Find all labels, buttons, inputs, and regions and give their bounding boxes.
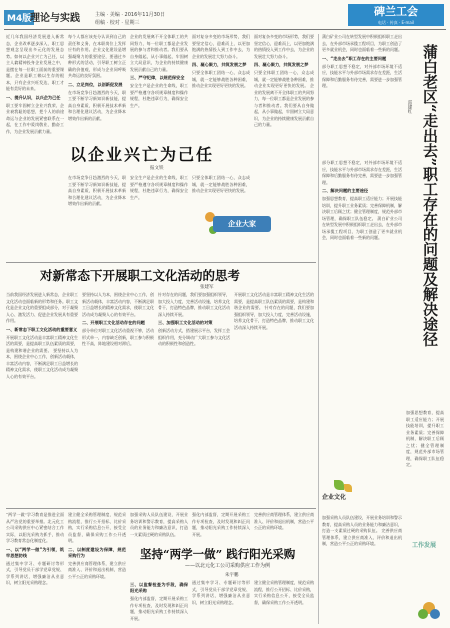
article2-col1-text: 当前我国经济发展进入新常态，企业职工文化活动也面临新的形势和任务。职工文化是企业文化的重要组成部分，对于凝聚人心、激发活力、促进企业发展具有重要作用。 (6, 292, 78, 323)
article2-col1-subhead: 一、新常态下职工文化活动的重要意义 (6, 326, 78, 332)
article3-col2-text-b: 完善供应商管理体系，建立供应商准入、评价和退出机制，营造公平公正的采购环境。 (68, 560, 126, 579)
article3-col4-top (192, 512, 250, 546)
article3-col1-text-b: 通过集中学习、专题研讨等形式，引导党员干部学党章党规、学系列讲话，增强廉洁从业意识，树立阳光采购理念。 (6, 560, 64, 585)
article2-byline: 张建军 (200, 285, 214, 290)
article3-col5-top (254, 512, 314, 546)
article-divider-2 (6, 508, 316, 509)
article3-col3-subhead: 三、以监督检查为手段，确保阳光采购 (130, 582, 188, 593)
article1-col1-text-b: 职工要牢固树立企业兴我荣、企业衰我耻的思想，把个人的前途命运与企业的发展紧密联系在一起，在工作中爱岗敬业，勤奋工作，为企业发展贡献力量。 (6, 102, 64, 134)
article3-col5-text-b: 建立健全采购管理制度，规范采购流程，推行公开招标、比价采购，实行采购信息公开，接受全员监督，确保采购工作公开透明。 (254, 580, 314, 605)
article2-col2-text: 要坚持以人为本，围绕企业中心工作，创新活动载体，丰富活动内容，不断满足职工日益增长的精神文化需求，使职工文化活动成为凝聚人心的有效平台。 (82, 292, 154, 317)
masthead-contact: 电话 · 传真 · E-mail (348, 20, 444, 26)
flower-icon (414, 596, 444, 624)
article3-col3-text-b: 强化内部监督，定期开展采购工作专项检查，及时发现和纠正问题，推动阳光采购工作持续深入开展。 (130, 596, 188, 621)
side-article-mid-text: 部分职工思想不稳定，对外部市场环境不适应，技能水平与外部市场需求存在差距，生活保障和后勤服务有待完善，需要进一步加强管理。 (322, 160, 402, 185)
article1-col2-lower (68, 175, 126, 255)
article1-col2-text-b: 在市场竞争日趋激烈的今天，职工要不断学习新知识新技能，提高自身素质，积极开展技术革新和合理化建议活动，为企业降本增效作出新的贡献。 (68, 89, 126, 121)
article3-col1 (6, 512, 64, 624)
article3-col3-bottom (130, 580, 188, 624)
side-article-col-top (322, 34, 402, 154)
article1-col3-subhead: 三、严守纪律，以规范保安全 (130, 75, 185, 80)
article2-col1-text-b: 开展职工文化活动是丰富职工精神文化生活的需要，是提高职工队伍素质的需要，是构建和谐企业的需要。 (6, 334, 78, 353)
article1-col3-lower (130, 175, 188, 255)
side-article-text-b: 部分职工思想不稳定，对外部市场环境不适应，技能水平与外部市场需求存在差距，生活保障和后勤服务有待完善，需要进一步加强管理。 (322, 63, 402, 88)
article1-col5-text-b: 只要全体职工团结一心，众志成城，就一定能够战胜各种困难，推动企业实现更好更快的发展。 (254, 70, 314, 88)
article1-col4-lower (192, 175, 250, 205)
side-article-col-right (406, 410, 444, 530)
article1-col1-subhead: 一、提升认识，以兴企为己任 (6, 94, 61, 100)
article1-col1 (6, 34, 64, 254)
article2-col3 (158, 292, 230, 502)
article1-col4-lower-text: 只要全体职工团结一心，众志成城，就一定能够战胜各种困难，推动企业实现更好更快的发展。 (192, 175, 250, 193)
article3-col2 (68, 512, 126, 624)
side-article-right-text: 加强思想教育，提高职工适应能力；开展技能培训，提升职工业务素质；完善保障机制，解决职工后顾之忧；健全管理制度，规范外部市场管理，确保职工队伍稳定。 (406, 410, 444, 467)
side-article-col-mid (322, 160, 402, 410)
article1-byline: 报文铁 (150, 166, 164, 171)
article2-col4-text-b: 针对存在的问题，我们要加强组织领导，加大投入力度，完善活动设施，培养文化骨干，打造特色品牌，推动职工文化活动深入持续开展。 (234, 305, 314, 330)
article1-col2-subhead: 二、立足岗位，以创新促发展 (68, 81, 123, 87)
article2-col2 (82, 292, 154, 502)
article1-col5-text-c: 企业的发展离不开全体职工的共同努力，每一位职工都是企业发展的参与者和推动者。我们要从自身做起，从小事做起，牢固树立大局意识，为企业的持续健康发展贡献自己的力量。 (254, 83, 314, 127)
article2-col1-text-c: 要坚持以人为本，围绕企业中心工作，创新活动载体，丰富活动内容，不断满足职工日益增长的精神文化需求，使职工文化活动成为凝聚人心的有效平台。 (6, 347, 78, 379)
header-meta-1: 主编 · 美编 · 2016年11月30日 (95, 12, 165, 18)
side-article-byline: 雷建红 (407, 100, 412, 114)
article3-col5-bottom (254, 580, 314, 624)
article1-title: 以企业兴亡为己任 (70, 145, 215, 164)
article1-col4-text: 面对复杂多变的市场形势，我们要坚定信心，迎难而上，以更加饱满的热情投入到工作中去，为企业的发展壮大努力奋斗。 (192, 34, 250, 59)
article1-col5 (254, 34, 314, 259)
side-article-title: 蒲白老区“走出去”职工存在的问题及解决途径 (421, 44, 439, 347)
article3-col4-text-b: 通过集中学习、专题研讨等形式，引导党员干部学党章党规、学系列讲话，增强廉洁从业意识，树立阳光采购理念。 (192, 580, 250, 605)
culture-badge (320, 480, 360, 510)
article2-col4-text: 开展职工文化活动是丰富职工精神文化生活的需要，是提高职工队伍素质的需要，是构建和谐企业的需要。 (234, 292, 314, 310)
side-article-subhead: 一、“走出去”职工存在的主要问题 (322, 55, 387, 61)
column-divider-right (318, 34, 319, 624)
article2-col3-text: 针对存在的问题，我们要加强组织领导，加大投入力度，完善活动设施，培养文化骨干，打造特色品牌，推动职工文化活动深入持续开展。 (158, 292, 230, 317)
section-title: 理论与实践 (30, 13, 80, 24)
side-col-bottom-left (322, 515, 402, 625)
page-number: M4版 (4, 10, 34, 25)
article1-col4 (192, 34, 250, 134)
article1-col1-text: 近几年我国经济发展进入新常态，企业改革逐步深入，职工思想观念呈现出多元化的发展态势。如何以企业兴亡为己任，以主人翁精神投身企业发展之中，是摆在每一位职工面前的重要课题。企业是职工赖以生存的根本，只有企业兴旺发达，职工才能有美好的未来。 (6, 34, 64, 91)
side-article-subhead-2: 二、解决问题的主要途径 (322, 188, 369, 193)
side-article-text: 蒲白矿业公司在转型发展中积极组织职工走出去，在外部市场承揽工程项目，为职工创造了更多就业机会，同时也面临着一些新的问题。 (322, 34, 402, 52)
article3-col2-text: 建立健全采购管理制度，规范采购流程，推行公开招标、比价采购，实行采购信息公开，接受全员监督，确保采购工作公开透明。 (68, 512, 126, 543)
article1-col3-text-b: 安全生产是企业的生命线，职工要严格遵守各项规章制度和操作规程，杜绝违章行为，确保安全生产。 (130, 83, 188, 108)
leaf-icon (334, 480, 344, 490)
article1-col5-text: 面对复杂多变的市场形势，我们要坚定信心，迎难而上，以更加饱满的热情投入到工作中去，为企业的发展壮大努力奋斗。 (254, 34, 314, 59)
article1-col2-lower-text: 在市场竞争日趋激烈的今天，职工要不断学习新知识新技能，提高自身素质，积极开展技术革新和合理化建议活动，为企业降本增效作出新的贡献。 (68, 175, 126, 206)
article3-title: 坚持“两学一做” 践行阳光采购 (140, 547, 296, 561)
side-col-bottom-left-text: 加强采购人员队伍建设，开展业务培训和警示教育，提高采购人员的业务能力和廉洁意识，打造一支素质过硬的采购队伍。 (322, 515, 402, 533)
article3-col3-top (130, 512, 188, 546)
culture-badge-label: 企业文化 (322, 494, 347, 501)
header-meta-2: 组稿 · 校对 · 星期三 (95, 20, 140, 26)
article1-col2-text: 每个人都应该充分认识到自己的责任和义务，在本职岗位上发挥应有的作用。企业文化建设是增强凝聚力的重要途径，要通过多种形式的活动，引导职工树立正确的价值观，形成与企业同呼吸共命运的良好氛围。 (68, 34, 126, 78)
article3-col4-text: 强化内部监督，定期开展采购工作专项检查，及时发现和纠正问题，推动阳光采购工作持续深入开展。 (192, 512, 250, 537)
article3-col1-text: “两学一做”学习教育是推进全面从严治党的重要举措。北元化工公司采购供应中心紧密结合工作实际，以阳光采购为抓手，推动学习教育常态化制度化。 (6, 512, 64, 543)
article3-col4-bottom (192, 580, 250, 624)
side-col-bottom-left-text-b: 完善供应商管理体系，建立供应商准入、评价和退出机制，营造公平公正的采购环境。 (322, 528, 402, 546)
article1-col4-text-b: 只要全体职工团结一心，众志成城，就一定能够战胜各种困难，推动企业实现更好更快的发展。 (192, 70, 250, 88)
masthead-logo: 碑兰工会 (348, 4, 444, 26)
article1-col5-subhead: 四、凝心聚力，共筑发展之梦 (254, 62, 309, 67)
side-article-text-d: 蒲白矿业公司在转型发展中积极组织职工走出去，在外部市场承揽工程项目，为职工创造了更多就业机会，同时也面临着一些新的问题。 (322, 215, 402, 240)
side-article-text-c: 加强思想教育，提高职工适应能力；开展技能培训，提升职工业务素质；完善保障机制，解决职工后顾之忧；健全管理制度，规范外部市场管理，确保职工队伍稳定。 (322, 196, 402, 221)
page-header (0, 0, 450, 30)
article1-col4-subhead: 四、凝心聚力，共筑发展之梦 (192, 62, 247, 67)
article2-col3-subhead: 三、加强职工文化活动的对策 (158, 320, 213, 325)
corner-decoration-label: 工作发展 (412, 542, 437, 549)
article3-byline: 朱宇鹏 (225, 573, 239, 578)
article1-col3-lower-text: 安全生产是企业的生命线，职工要严格遵守各项规章制度和操作规程，杜绝违章行为，确保安全生产。 (130, 175, 188, 200)
article-divider-1 (6, 262, 316, 263)
article3-col5-text: 完善供应商管理体系，建立供应商准入、评价和退出机制，营造公平公正的采购环境。 (254, 512, 314, 530)
corner-decoration (412, 540, 444, 590)
article2-col4 (234, 292, 314, 502)
article1-col2 (68, 34, 126, 134)
article3-subtitle: ——以北元化工公司采购供应工作为例 (185, 563, 271, 569)
article1-col3-text: 企业的发展离不开全体职工的共同努力，每一位职工都是企业发展的参与者和推动者。我们要从自身做起，从小事做起，牢固树立大局意识，为企业的持续健康发展贡献自己的力量。 (130, 34, 188, 72)
article2-col1 (6, 292, 78, 502)
article2-title: 对新常态下开展职工文化活动的思考 (40, 268, 241, 283)
article2-col2-subhead: 二、开展职工文化活动存在的问题 (82, 320, 145, 325)
article3-col2-subhead: 二、以制度建设为保障，规范采购行为 (68, 546, 126, 558)
leaf-icon-small (344, 484, 352, 492)
article2-col2-text-b: 部分单位对职工文化活动重视不够，活动形式单一，内容缺乏创新，职工参与积极性不高，阵地建设相对滞后。 (82, 328, 154, 346)
article3-col1-subhead: 一、以“两学一做”为引领，筑牢思想防线 (6, 546, 64, 558)
article1-col3 (130, 34, 188, 134)
article3-col3-text: 加强采购人员队伍建设，开展业务培训和警示教育，提高采购人员的业务能力和廉洁意识，打造一支素质过硬的采购队伍。 (130, 512, 188, 537)
article2-col3-text-b: 创新活动方式，搭建展示平台，发挥工会组织作用，充分调动广大职工参与文化活动的积极性和创造性。 (158, 328, 230, 346)
enterprise-badge-label: 企业大家 (213, 216, 271, 232)
header-rule (4, 29, 446, 30)
